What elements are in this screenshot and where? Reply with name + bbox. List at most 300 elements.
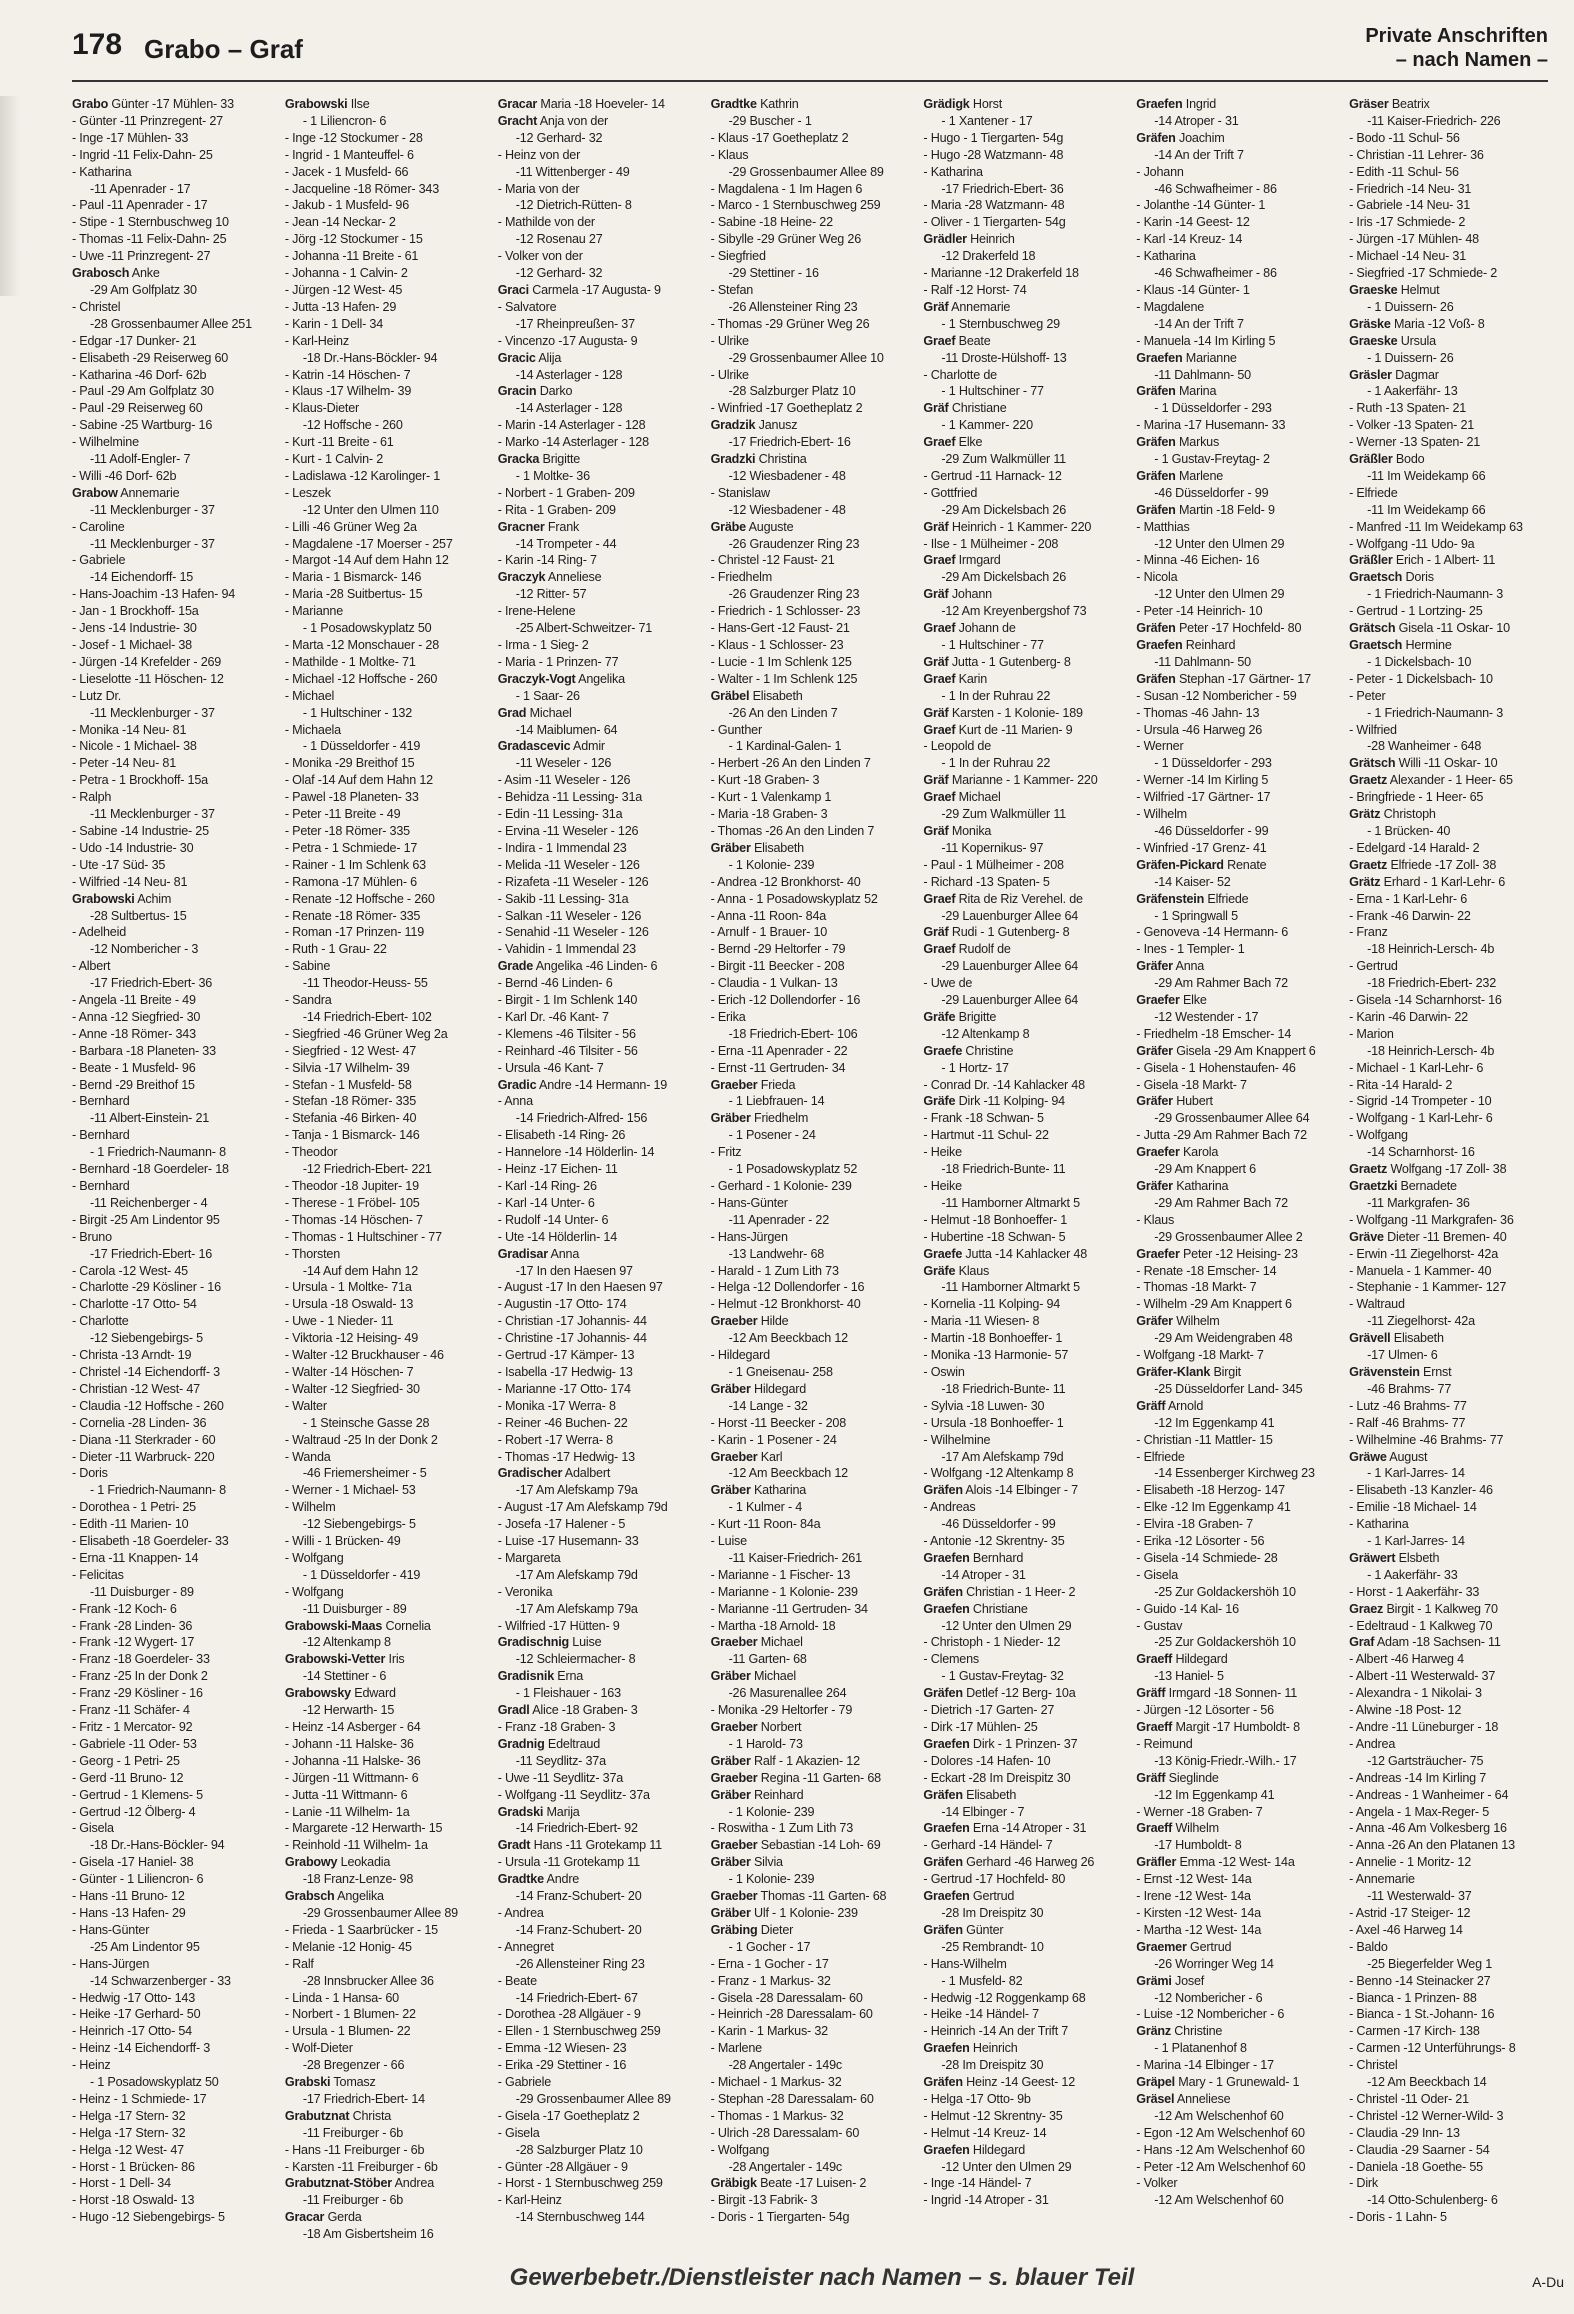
directory-column — [72, 96, 271, 2254]
entry-text: Marina — [1175, 384, 1217, 399]
entry-text: Iris — [385, 1652, 405, 1667]
directory-entry — [285, 1990, 484, 2007]
directory-entry — [1136, 924, 1335, 941]
directory-entry — [285, 1263, 484, 1280]
directory-entry — [72, 130, 271, 147]
entry-text: -29 Grossenbaumer Allee 10 — [728, 350, 884, 365]
directory-entry — [1349, 1398, 1548, 1415]
surname-heading: Gräfe — [923, 1263, 956, 1278]
directory-entry — [285, 502, 484, 519]
entry-text: - Sibylle -29 Grüner Weg 26 — [710, 232, 862, 247]
surname-heading: Graef — [923, 621, 956, 636]
directory-entry — [711, 1516, 910, 1533]
entry-text: Martin -18 Feld- 9 — [1175, 502, 1275, 517]
directory-entry — [285, 958, 484, 975]
directory-entry — [498, 2057, 697, 2074]
directory-entry — [1349, 2125, 1548, 2142]
directory-entry — [1349, 1770, 1548, 1787]
directory-entry — [72, 1702, 271, 1719]
entry-text: -12 Nombericher - 6 — [1154, 1990, 1263, 2005]
surname-heading: Gräfen-Pickard — [1136, 857, 1224, 872]
entry-text: - Jacek - 1 Musfeld- 66 — [284, 164, 409, 179]
entry-text: - Reinhold -11 Wilhelm- 1a — [284, 1838, 428, 1853]
directory-entry — [1349, 367, 1548, 384]
directory-entry — [498, 1161, 697, 1178]
entry-text: - Carmen -17 Kirch- 138 — [1349, 2024, 1480, 2039]
directory-entry — [711, 434, 910, 451]
directory-entry — [1136, 1093, 1335, 1110]
entry-text: -14 Friedrich-Ebert- 102 — [302, 1009, 432, 1024]
directory-entry — [1136, 147, 1335, 164]
directory-entry — [285, 1618, 484, 1635]
entry-text: - Charlotte -29 Kösliner - 16 — [72, 1280, 221, 1295]
entry-text: - Gisela - 1 Hohenstaufen- 46 — [1136, 1060, 1296, 1075]
entry-text: -14 Atroper - 31 — [941, 1567, 1026, 1582]
directory-entry — [711, 620, 910, 637]
entry-text: - Hannelore -14 Hölderlin- 14 — [497, 1145, 655, 1160]
entry-text: Horst — [969, 97, 1003, 111]
entry-text: - Thorsten — [284, 1246, 341, 1261]
entry-text: - Edelgard -14 Harald- 2 — [1349, 840, 1480, 855]
directory-entry — [711, 2192, 910, 2209]
directory-entry — [72, 671, 271, 688]
directory-entry — [285, 2192, 484, 2209]
directory-entry — [498, 519, 697, 536]
directory-entry — [498, 2159, 697, 2176]
surname-heading: Gräfen — [1136, 502, 1176, 517]
directory-entry — [711, 1347, 910, 1364]
directory-entry — [498, 2040, 697, 2057]
entry-text: - Siegfried -17 Schmiede- 2 — [1349, 266, 1498, 281]
directory-entry — [923, 1330, 1122, 1347]
directory-entry — [1136, 1263, 1335, 1280]
entry-text: - Luise — [710, 1534, 747, 1549]
directory-entry — [498, 1651, 697, 1668]
directory-entry — [498, 1888, 697, 1905]
entry-text: Birgit - 1 Kalkweg 70 — [1383, 1601, 1498, 1616]
directory-columns — [72, 96, 1548, 2254]
directory-entry — [923, 1567, 1122, 1584]
entry-text: - 1 Musfeld- 82 — [941, 1973, 1023, 1988]
surname-heading: Gräff — [1136, 1770, 1166, 1785]
directory-entry — [923, 1110, 1122, 1127]
directory-entry — [923, 231, 1122, 248]
entry-text: - Klaus - 1 Schlosser- 23 — [710, 638, 844, 652]
directory-entry — [498, 350, 697, 367]
entry-text: Bodo — [1392, 452, 1425, 467]
entry-text: - Hugo - 1 Tiergarten- 54g — [923, 130, 1064, 145]
directory-entry — [498, 2175, 697, 2192]
entry-text: - Christel -12 Werner-Wild- 3 — [1349, 2108, 1504, 2123]
entry-text: Hildegard — [750, 1381, 807, 1396]
directory-entry — [285, 1533, 484, 1550]
directory-entry — [498, 1398, 697, 1415]
directory-entry — [285, 2142, 484, 2159]
directory-entry — [1136, 1195, 1335, 1212]
entry-text: Sieglinde — [1165, 1770, 1219, 1785]
entry-text: Anke — [129, 266, 160, 281]
directory-entry — [1136, 1753, 1335, 1770]
entry-text: - Salvatore — [497, 299, 557, 314]
directory-entry — [923, 1601, 1122, 1618]
entry-text: - Franz - 1 Markus- 32 — [710, 1973, 831, 1988]
entry-text: - Christian -11 Lehrer- 36 — [1349, 147, 1484, 162]
directory-entry — [711, 1449, 910, 1466]
surname-heading: Gräbe — [710, 519, 746, 534]
entry-text: - Viktoria -12 Heising- 49 — [284, 1331, 419, 1346]
directory-entry — [1136, 1144, 1335, 1161]
surname-heading: Graf — [1349, 1635, 1375, 1650]
entry-text: -12 Am Welschenhof 60 — [1154, 2108, 1284, 2123]
entry-text: - Maria -28 Suitbertus- 15 — [284, 587, 423, 602]
entry-text: - Andrea — [1349, 1736, 1396, 1751]
directory-entry — [72, 722, 271, 739]
directory-entry — [1349, 1516, 1548, 1533]
directory-entry — [498, 1601, 697, 1618]
entry-text: - Monika -29 Heltorfer - 79 — [710, 1703, 853, 1718]
directory-entry — [72, 1263, 271, 1280]
directory-entry — [72, 451, 271, 468]
entry-text: - Hans-Gert -12 Faust- 21 — [710, 621, 850, 636]
directory-entry — [1136, 231, 1335, 248]
directory-entry — [1136, 586, 1335, 603]
directory-entry — [285, 1144, 484, 1161]
entry-text: - 1 Harold- 73 — [728, 1736, 803, 1751]
entry-text: - Petra - 1 Schmiede- 17 — [284, 840, 418, 855]
surname-heading: Graeber — [710, 1449, 758, 1464]
entry-text: - Klaus -17 Goetheplatz 2 — [710, 130, 849, 145]
entry-text: - Andreas -14 Im Kirling 7 — [1349, 1770, 1487, 1785]
directory-entry — [711, 1973, 910, 1990]
name-range: Grabo – Graf — [144, 34, 303, 64]
directory-entry — [72, 806, 271, 823]
directory-entry — [923, 1719, 1122, 1736]
directory-entry — [1136, 671, 1335, 688]
directory-entry — [1349, 586, 1548, 603]
directory-entry — [1349, 1279, 1548, 1296]
directory-entry — [285, 1702, 484, 1719]
directory-entry — [1349, 688, 1548, 705]
directory-entry — [1349, 569, 1548, 586]
directory-entry — [72, 924, 271, 941]
entry-text: -13 König-Friedr.-Wilh.- 17 — [1154, 1753, 1297, 1768]
directory-entry — [285, 1685, 484, 1702]
directory-entry — [285, 1482, 484, 1499]
entry-text: - Gisela -17 Haniel- 38 — [72, 1855, 194, 1870]
directory-entry — [285, 1804, 484, 1821]
directory-entry — [923, 2040, 1122, 2057]
directory-entry — [711, 1212, 910, 1229]
surname-heading: Gracht — [497, 113, 538, 128]
surname-heading: Graefen — [923, 1601, 970, 1616]
surname-heading: Grabowski — [284, 97, 348, 111]
entry-text: - Stephan -28 Daressalam- 60 — [710, 2091, 874, 2106]
directory-entry — [711, 1956, 910, 1973]
directory-entry — [711, 367, 910, 384]
directory-entry — [1349, 992, 1548, 1009]
directory-entry — [711, 654, 910, 671]
entry-text: Peter -17 Hochfeld- 80 — [1175, 621, 1302, 636]
entry-text: -26 Worringer Weg 14 — [1154, 1956, 1274, 1971]
entry-text: -11 Hamborner Altmarkt 5 — [941, 1195, 1080, 1210]
entry-text: -14 Maiblumen- 64 — [515, 722, 618, 737]
entry-text: - Waltraud -25 In der Donk 2 — [284, 1432, 438, 1447]
directory-entry — [72, 1854, 271, 1871]
directory-entry — [498, 1567, 697, 1584]
directory-entry — [285, 857, 484, 874]
entry-text: - Jolanthe -14 Günter- 1 — [1136, 198, 1266, 213]
directory-entry — [1136, 400, 1335, 417]
surname-heading: Graefen — [1136, 638, 1183, 652]
surname-heading: Gracic — [497, 350, 536, 365]
directory-entry — [1349, 383, 1548, 400]
entry-text: -12 Unter den Ulmen 110 — [302, 502, 439, 517]
entry-text: -29 Grossenbaumer Allee 2 — [1154, 1229, 1303, 1244]
directory-column — [1136, 96, 1335, 2254]
entry-text: - Elvira -18 Graben- 7 — [1136, 1517, 1253, 1532]
directory-entry — [923, 1871, 1122, 1888]
entry-text: - Klaus — [710, 147, 749, 162]
directory-entry — [1136, 197, 1335, 214]
directory-entry — [923, 1956, 1122, 1973]
entry-text: - Franz -29 Kösliner - 16 — [72, 1686, 203, 1701]
entry-text: -46 Brahms- 77 — [1367, 1381, 1452, 1396]
directory-entry — [923, 1026, 1122, 1043]
entry-text: - Wilfried -14 Neu- 81 — [72, 874, 188, 889]
directory-entry — [1136, 1415, 1335, 1432]
surname-heading: Gräfen — [1136, 621, 1176, 636]
surname-heading: Gräfen — [923, 1787, 963, 1802]
directory-entry — [923, 1804, 1122, 1821]
directory-entry — [1136, 1060, 1335, 1077]
entry-text: - Lanie -11 Wilhelm- 1a — [284, 1804, 410, 1819]
entry-text: - Stephanie - 1 Kammer- 127 — [1349, 1280, 1507, 1295]
directory-entry — [1136, 536, 1335, 553]
entry-text: - Egon -12 Am Welschenhof 60 — [1136, 2125, 1305, 2140]
entry-text: Brigitte — [539, 452, 581, 467]
surname-heading: Gräfen — [923, 1584, 963, 1599]
entry-text: - Erna - 1 Karl-Lehr- 6 — [1349, 891, 1468, 906]
entry-text: -14 Elbinger - 7 — [941, 1804, 1025, 1819]
entry-text: - Gertrud -17 Kämper- 13 — [497, 1348, 635, 1363]
directory-entry — [285, 2006, 484, 2023]
entry-text: - Manuela - 1 Kammer- 40 — [1349, 1263, 1492, 1278]
directory-entry — [923, 874, 1122, 891]
directory-entry — [711, 992, 910, 1009]
directory-entry — [1136, 806, 1335, 823]
directory-entry — [285, 2040, 484, 2057]
directory-entry — [72, 265, 271, 282]
entry-text: -17 Friedrich-Ebert- 36 — [941, 181, 1064, 196]
directory-entry — [72, 282, 271, 299]
directory-entry — [923, 1246, 1122, 1263]
directory-entry — [285, 113, 484, 130]
entry-text: Renate — [1223, 857, 1267, 872]
entry-text: - Ingrid -11 Felix-Dahn- 25 — [72, 147, 213, 162]
directory-entry — [1349, 417, 1548, 434]
directory-entry — [1349, 1246, 1548, 1263]
directory-entry — [498, 1263, 697, 1280]
directory-entry — [1349, 502, 1548, 519]
entry-text: - Edith -11 Schul- 56 — [1349, 164, 1459, 179]
directory-entry — [1349, 1702, 1548, 1719]
directory-entry — [498, 857, 697, 874]
entry-text: - Gustav — [1136, 1618, 1183, 1633]
entry-text: - Ursula -46 Kant- 7 — [497, 1060, 604, 1075]
entry-text: -17 Friedrich-Ebert- 16 — [90, 1246, 213, 1261]
entry-text: - Marko -14 Asterlager - 128 — [497, 435, 649, 450]
entry-text: - Helmut -18 Bonhoeffer- 1 — [923, 1212, 1068, 1227]
entry-text: - 1 Düsseldorfer - 419 — [302, 1567, 421, 1582]
entry-text: Elke — [1179, 993, 1207, 1008]
directory-entry — [923, 299, 1122, 316]
directory-entry — [285, 2023, 484, 2040]
entry-text: - Karin -14 Geest- 12 — [1136, 215, 1250, 230]
directory-entry — [923, 1093, 1122, 1110]
entry-text: Janusz — [755, 418, 798, 433]
entry-text: - Peter -14 Neu- 81 — [72, 756, 176, 771]
surname-heading: Grädler — [923, 232, 967, 247]
directory-entry — [1349, 1093, 1548, 1110]
entry-text: Rudi - 1 Gutenberg- 8 — [948, 925, 1070, 940]
directory-entry — [285, 1212, 484, 1229]
directory-entry — [498, 755, 697, 772]
directory-entry — [1136, 434, 1335, 451]
entry-text: Jutta -14 Kahlacker 48 — [962, 1246, 1088, 1261]
directory-entry — [285, 1854, 484, 1871]
directory-entry — [1349, 2006, 1548, 2023]
entry-text: -17 Friedrich-Ebert- 36 — [90, 976, 213, 991]
entry-text: Arnold — [1165, 1398, 1204, 1413]
directory-entry — [711, 316, 910, 333]
entry-text: -11 Markgrafen- 36 — [1367, 1195, 1470, 1210]
entry-text: - Bianca - 1 St.-Johann- 16 — [1349, 2007, 1495, 2022]
entry-text: Kathrin — [756, 97, 799, 111]
directory-entry — [72, 1212, 271, 1229]
surname-heading: Gracar — [497, 97, 538, 111]
entry-text: - Franz -11 Schäfer- 4 — [72, 1703, 190, 1718]
entry-text: - Conrad Dr. -14 Kahlacker 48 — [923, 1077, 1085, 1092]
directory-entry — [72, 147, 271, 164]
directory-entry — [72, 2142, 271, 2159]
directory-entry — [1349, 1837, 1548, 1854]
entry-text: Markus — [1175, 435, 1220, 450]
directory-entry — [498, 2192, 697, 2209]
entry-text: - Jutta -13 Hafen- 29 — [284, 299, 397, 314]
directory-entry — [1349, 975, 1548, 992]
entry-text: - Bernhard — [72, 1179, 130, 1193]
directory-entry — [498, 164, 697, 181]
directory-entry — [711, 2142, 910, 2159]
entry-text: - Ralf -12 Horst- 74 — [923, 282, 1027, 297]
entry-text: - Wilhelmine — [72, 435, 139, 450]
entry-text: - Helga -17 Otto- 9b — [923, 2091, 1031, 2106]
entry-text: - Heinrich -28 Daressalam- 60 — [710, 2007, 873, 2022]
entry-text: - Gabriele — [497, 2075, 551, 2090]
entry-text: Heinz -14 Geest- 12 — [962, 2075, 1076, 2090]
directory-entry — [1136, 1482, 1335, 1499]
directory-entry — [285, 1077, 484, 1094]
surname-heading: Gräber — [710, 1787, 751, 1802]
surname-heading: Gräber — [710, 1669, 751, 1684]
entry-text: - Erwin -11 Ziegelhorst- 42a — [1349, 1246, 1498, 1261]
directory-entry — [72, 1398, 271, 1415]
directory-entry — [285, 1499, 484, 1516]
surname-heading: Graefer — [1136, 1145, 1180, 1160]
directory-entry — [1136, 1161, 1335, 1178]
directory-entry — [923, 806, 1122, 823]
entry-text: - Karl-Heinz — [497, 2193, 562, 2208]
entry-text: - Bernd -29 Heltorfer - 79 — [710, 942, 846, 957]
directory-entry — [285, 1956, 484, 1973]
entry-text: - Gisela — [497, 2125, 540, 2140]
entry-text: - Magdalene — [1136, 299, 1205, 314]
entry-text: - Luise -12 Nombericher - 6 — [1136, 2007, 1285, 2022]
directory-entry — [498, 485, 697, 502]
entry-text: -17 Friedrich-Ebert- 16 — [728, 435, 851, 450]
directory-entry — [711, 874, 910, 891]
entry-text: - Annegret — [497, 1939, 554, 1954]
directory-entry — [72, 2091, 271, 2108]
entry-text: Detlef -12 Berg- 10a — [962, 1686, 1076, 1701]
entry-text: - 1 Friedrich-Naumann- 3 — [1367, 587, 1504, 602]
entry-text: - Helga -17 Stern- 32 — [72, 2108, 186, 2123]
surname-heading: Gräf — [923, 299, 949, 314]
directory-entry — [711, 1296, 910, 1313]
directory-entry — [711, 755, 910, 772]
entry-text: Elisabeth — [1390, 1331, 1444, 1346]
directory-entry — [1349, 1854, 1548, 1871]
directory-entry — [1136, 1702, 1335, 1719]
directory-entry — [285, 705, 484, 722]
entry-text: - Uwe de — [923, 976, 973, 991]
directory-entry — [711, 1093, 910, 1110]
directory-entry — [498, 1110, 697, 1127]
directory-entry — [285, 908, 484, 925]
entry-text: - Wanda — [284, 1449, 331, 1464]
entry-text: - Helmut -14 Kreuz- 14 — [923, 2125, 1047, 2140]
entry-text: - Ursula - 1 Blumen- 22 — [284, 2024, 411, 2039]
entry-text: - Eckart -28 Im Dreispitz 30 — [923, 1770, 1071, 1785]
directory-entry — [711, 1415, 910, 1432]
directory-entry — [498, 569, 697, 586]
directory-entry — [711, 1178, 910, 1195]
directory-entry — [1136, 2125, 1335, 2142]
entry-text: -25 Rembrandt- 10 — [941, 1939, 1044, 1954]
entry-text: - Heinrich -17 Otto- 54 — [72, 2024, 192, 2039]
directory-entry — [923, 908, 1122, 925]
directory-entry — [72, 1956, 271, 1973]
directory-entry — [285, 1381, 484, 1398]
directory-entry — [285, 1651, 484, 1668]
entry-text: -17 Rheinpreußen- 37 — [515, 316, 635, 331]
entry-text: - Ruth -13 Spaten- 21 — [1349, 401, 1467, 416]
entry-text: -14 Trompeter - 44 — [515, 536, 617, 551]
entry-text: - Emilie -18 Michael- 14 — [1349, 1500, 1477, 1515]
entry-text: - Christel — [72, 299, 121, 314]
directory-entry — [923, 130, 1122, 147]
directory-entry — [72, 1313, 271, 1330]
directory-entry — [285, 1567, 484, 1584]
entry-text: -11 Hamborner Altmarkt 5 — [941, 1280, 1080, 1295]
directory-entry — [498, 1432, 697, 1449]
surname-heading: Graefen — [923, 1736, 970, 1751]
entry-text: -12 Siebengebirgs- 5 — [90, 1331, 203, 1346]
directory-entry — [285, 1820, 484, 1837]
entry-text: -14 Sternbuschweg 144 — [515, 2210, 645, 2225]
entry-text: - Irma - 1 Sieg- 2 — [497, 638, 589, 652]
entry-text: - Bernhard — [72, 1128, 130, 1143]
